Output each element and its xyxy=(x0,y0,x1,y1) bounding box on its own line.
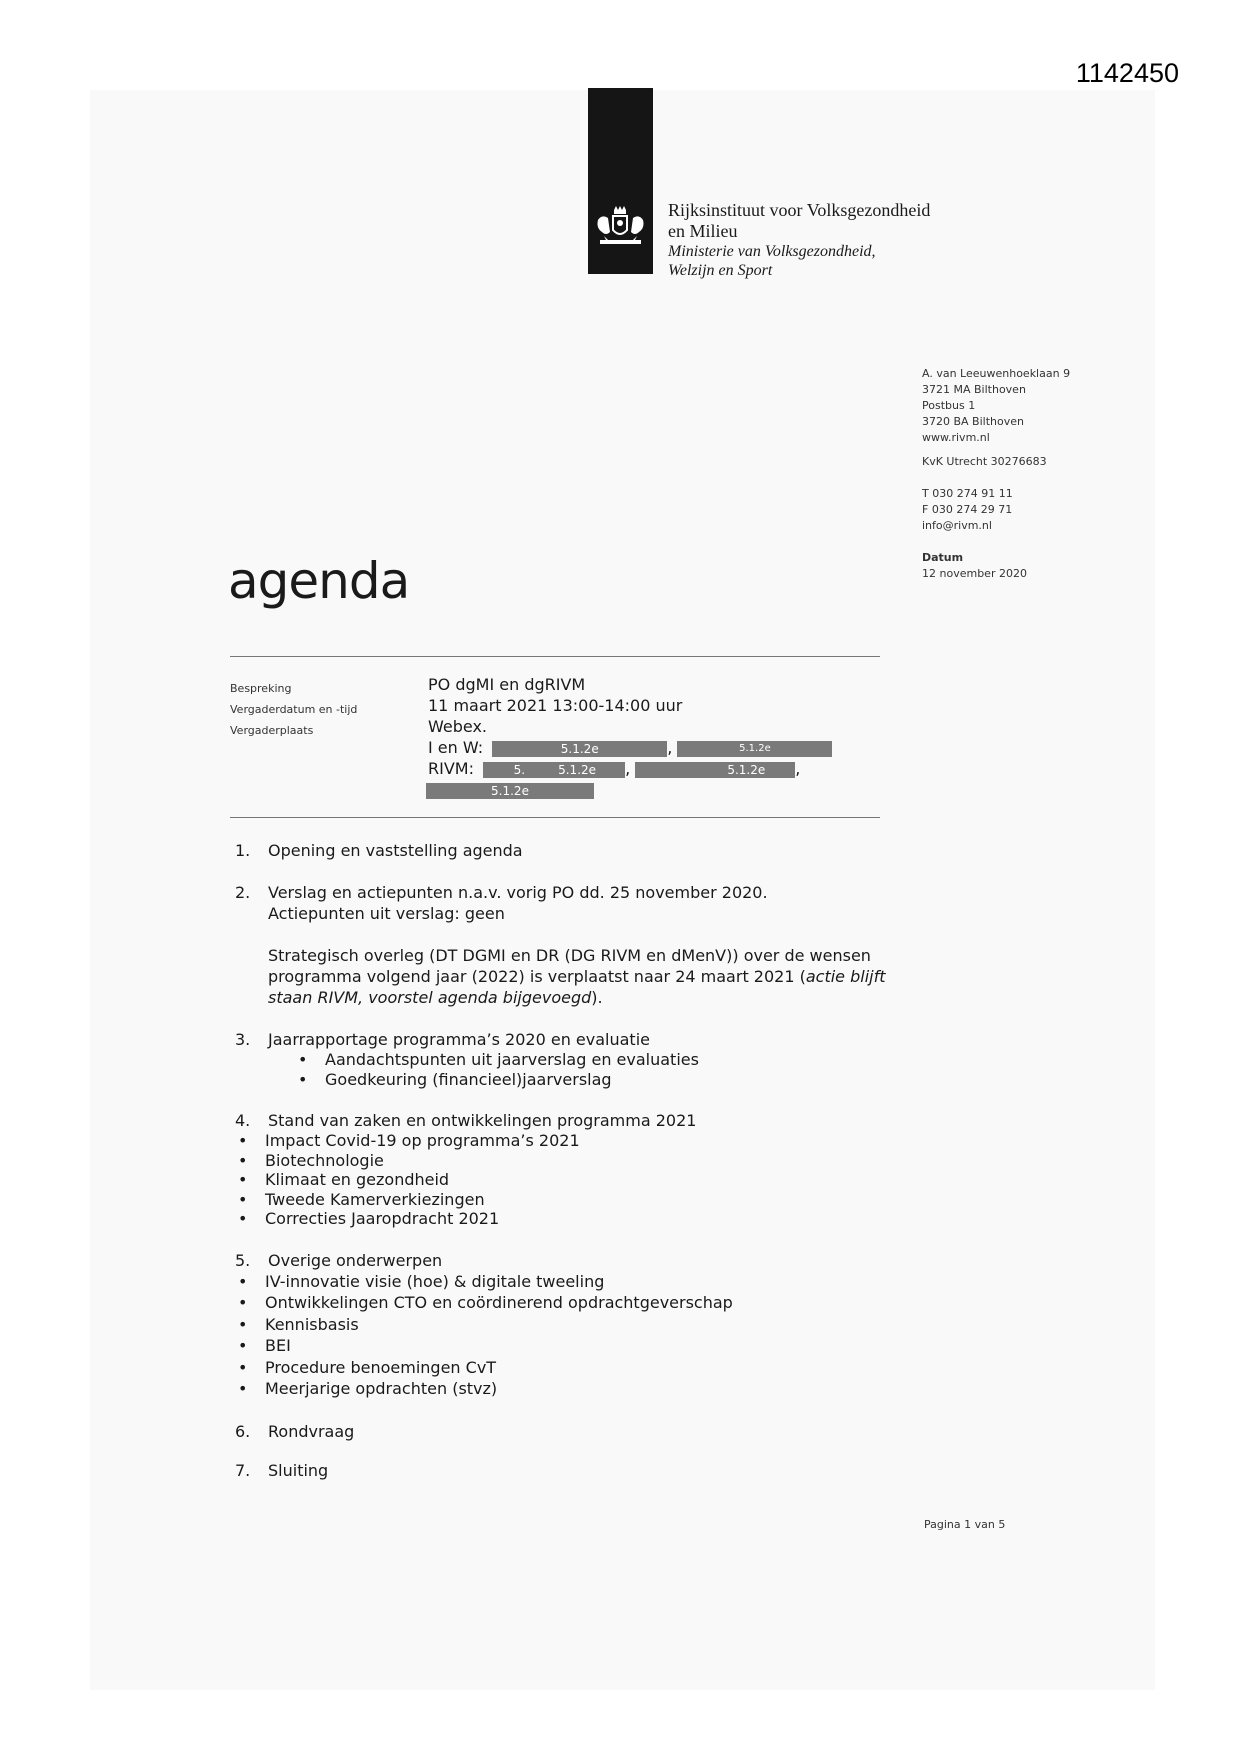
address-postal: 3721 MA Bilthoven xyxy=(922,383,1026,396)
agenda-subitem: • Meerjarige opdrachten (stvz) xyxy=(230,1378,930,1400)
address-block xyxy=(922,366,1070,582)
address-postbus-postal: 3720 BA Bilthoven xyxy=(922,415,1024,428)
divider-bottom xyxy=(230,817,880,818)
agenda-item-number: 4. xyxy=(235,1111,251,1130)
address-phone: T 030 274 91 11 xyxy=(922,487,1013,500)
meta-values xyxy=(428,674,832,800)
address-fax: F 030 274 29 71 xyxy=(922,503,1013,516)
agenda-subitem: • Aandachtspunten uit jaarverslag en evaluaties xyxy=(230,1050,930,1070)
org-line-4: Welzijn en Sport xyxy=(668,262,773,279)
address-web: www.rivm.nl xyxy=(922,431,990,444)
agenda-subitem: • Correcties Jaaropdracht 2021 xyxy=(230,1209,930,1229)
address-kvk: KvK Utrecht 30276683 xyxy=(922,455,1047,468)
page-number: Pagina 1 van 5 xyxy=(924,1518,1006,1531)
comma: , xyxy=(667,738,673,757)
redaction-box: 5.1.2e xyxy=(529,762,625,778)
meta-labels xyxy=(230,678,357,741)
agenda-item-number: 6. xyxy=(235,1421,251,1441)
comma: , xyxy=(625,759,631,778)
value-bespreking: PO dgMI en dgRIVM xyxy=(428,675,586,694)
agenda-item-number: 2. xyxy=(235,883,251,902)
rivm-label: RIVM: xyxy=(428,759,474,778)
redaction-box: 5. xyxy=(483,762,529,778)
agenda-item-text: Opening en vaststelling agenda xyxy=(268,841,523,860)
agenda-subitem: • Biotechnologie xyxy=(230,1151,930,1171)
agenda-subitem: • BEI xyxy=(230,1335,930,1357)
agenda-item xyxy=(230,1029,930,1050)
agenda-subitem: • Ontwikkelingen CTO en coördinerend opdrachtgeverschap xyxy=(230,1292,930,1314)
org-line-3: Ministerie van Volksgezondheid, xyxy=(668,243,876,260)
spacer xyxy=(922,534,1070,550)
spacer xyxy=(922,446,1070,454)
redaction-box: 5.1.2e xyxy=(492,741,667,757)
agenda-item-number: 1. xyxy=(235,841,251,860)
agenda-subitem: • Procedure benoemingen CvT xyxy=(230,1357,930,1379)
date-label: Datum xyxy=(922,551,964,564)
agenda-item xyxy=(230,1250,930,1271)
divider-top xyxy=(230,656,880,657)
agenda-item-number: 5. xyxy=(235,1250,251,1270)
agenda-item-text: Verslag en actiepunten n.a.v. vorig PO dd. 25 november 2020. xyxy=(268,883,768,902)
agenda-item xyxy=(230,882,930,1008)
document-title: agenda xyxy=(228,552,410,610)
agenda-item xyxy=(230,840,930,861)
address-street: A. van Leeuwenhoeklaan 9 xyxy=(922,367,1071,380)
agenda-subitem: • Goedkeuring (financieel)jaarverslag xyxy=(230,1070,930,1090)
logo-bar xyxy=(588,88,653,274)
redaction-box: 5.1.2e xyxy=(677,741,832,757)
agenda-item-number: 3. xyxy=(235,1030,251,1049)
label-vergaderplaats: Vergaderplaats xyxy=(230,724,314,737)
agenda-subitem: • Kennisbasis xyxy=(230,1314,930,1336)
paragraph-text: Strategisch overleg (DT DGMI en DR (DG RIVM en dMenV)) over de wensen programma volgend jaar (2022) is verplaatst naar 24 maart 2021 ( xyxy=(268,946,871,986)
spacer xyxy=(922,470,1070,486)
value-vergaderdatum: 11 maart 2021 13:00-14:00 uur xyxy=(428,696,683,715)
agenda-item xyxy=(230,1421,930,1442)
agenda-subitem: • Impact Covid-19 op programma’s 2021 xyxy=(230,1131,930,1151)
agenda-item-text: Jaarrapportage programma’s 2020 en evaluatie xyxy=(268,1030,650,1049)
comma: , xyxy=(795,759,801,778)
org-line-1: Rijksinstituut voor Volksgezondheid xyxy=(668,200,931,220)
redaction-box: 5.1.2e xyxy=(426,783,594,799)
value-vergaderplaats: Webex. xyxy=(428,717,487,736)
agenda-item-text: Rondvraag xyxy=(268,1421,355,1441)
agenda-item-text: Stand van zaken en ontwikkelingen programma 2021 xyxy=(268,1111,697,1130)
agenda-item-text: Sluiting xyxy=(268,1460,329,1480)
agenda-list xyxy=(230,840,930,1481)
agenda-item-text: Overige onderwerpen xyxy=(268,1250,443,1270)
agenda-subitem: • Tweede Kamerverkiezingen xyxy=(230,1190,930,1210)
ienw-label: I en W: xyxy=(428,738,484,757)
org-line-2: en Milieu xyxy=(668,221,738,241)
organisation-name xyxy=(668,200,930,280)
attendees-rivm xyxy=(428,758,832,779)
coat-of-arms-icon xyxy=(594,206,647,252)
attendees-rivm-cont xyxy=(428,779,832,800)
paragraph-italic: actie blijft staan RIVM, voorstel agenda bijgevoegd xyxy=(268,967,886,1007)
document-number: 1142450 xyxy=(1075,58,1179,88)
agenda-subitem: • Klimaat en gezondheid xyxy=(230,1170,930,1190)
agenda-item-subline: Actiepunten uit verslag: geen xyxy=(268,904,505,923)
agenda-item xyxy=(230,1460,930,1481)
agenda-item xyxy=(230,1110,930,1131)
label-bespreking: Bespreking xyxy=(230,682,292,695)
agenda-item-paragraph xyxy=(268,945,908,1008)
paragraph-end: ). xyxy=(591,988,603,1007)
address-postbus: Postbus 1 xyxy=(922,399,976,412)
agenda-item-number: 7. xyxy=(235,1460,251,1480)
date-value: 12 november 2020 xyxy=(922,567,1027,580)
attendees-ienw xyxy=(428,737,832,758)
label-vergaderdatum: Vergaderdatum en -tijd xyxy=(230,703,358,716)
redaction-box: 5.1.2e xyxy=(635,762,795,778)
agenda-subitem: • IV-innovatie visie (hoe) & digitale tweeling xyxy=(230,1271,930,1293)
address-email: info@rivm.nl xyxy=(922,519,992,532)
